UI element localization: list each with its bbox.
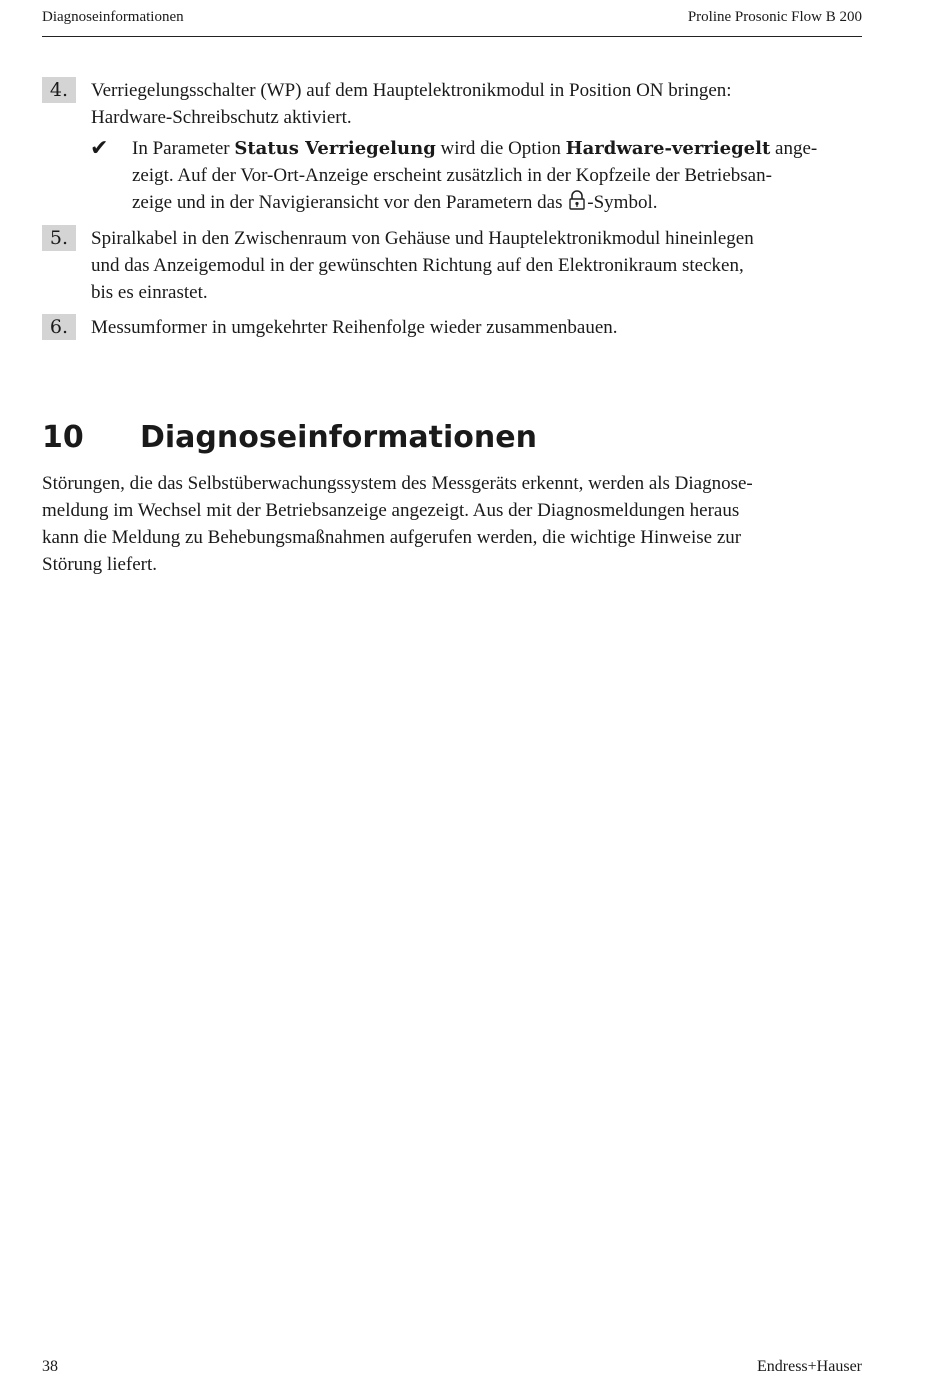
paragraph-line: Störungen, die das Selbstüberwachungssystem des Messgeräts erkennt, werden als Diagnose- <box>42 473 753 494</box>
paragraph-line: kann die Meldung zu Behebungsmaßnahmen aufgerufen werden, die wichtige Hinweise zur <box>42 527 742 548</box>
step-text-line: Verriegelungsschalter (WP) auf dem Hauptelektronikmodul in Position ON bringen: <box>91 80 732 101</box>
section-paragraph <box>42 470 857 578</box>
lock-icon <box>568 190 586 218</box>
paragraph-line: meldung im Wechsel mit der Betriebsanzeige angezeigt. Aus der Diagnosmeldungen heraus <box>42 500 740 521</box>
step-text <box>91 77 862 131</box>
step-text-line: Spiralkabel in den Zwischenraum von Gehäuse und Hauptelektronikmodul hineinlegen <box>91 228 754 249</box>
section-title: Diagnoseinformationen <box>140 420 537 455</box>
step-number: 4. <box>42 77 76 103</box>
section-number: 10 <box>42 420 84 455</box>
step-5 <box>42 225 862 306</box>
page-number: 38 <box>42 1358 58 1375</box>
step-4 <box>42 77 862 131</box>
step-number: 5. <box>42 225 76 251</box>
page-header <box>42 6 862 37</box>
section-heading <box>42 420 862 462</box>
page-footer <box>42 1358 862 1380</box>
result-text <box>132 135 860 218</box>
parameter-name: Status Verriegelung <box>234 138 436 159</box>
header-product-name: Proline Prosonic Flow B 200 <box>687 9 862 25</box>
step-6 <box>42 314 862 341</box>
result-line: zeigt. Auf der Vor-Ort-Anzeige erscheint zusätzlich in der Kopfzeile der Betriebsan- <box>132 165 772 186</box>
header-chapter-title: Diagnoseinformationen <box>42 9 184 25</box>
step-4-result <box>90 135 860 218</box>
result-line: zeige und in der Navigieransicht vor den Parametern das -Symbol. <box>132 189 860 218</box>
step-text-line: bis es einrastet. <box>91 282 208 303</box>
step-number: 6. <box>42 314 76 340</box>
option-name: Hardware-verriegelt <box>565 138 771 159</box>
step-text-line: und das Anzeigemodul in der gewünschten Richtung auf den Elektronikraum stecken, <box>91 255 744 276</box>
step-text <box>91 314 862 341</box>
paragraph-line: Störung liefert. <box>42 554 158 575</box>
result-line: In Parameter Status Verriegelung wird die Option Hardware-verriegelt ange- <box>132 138 818 159</box>
step-text-line: Hardware-Schreibschutz aktiviert. <box>91 107 352 128</box>
step-text <box>91 225 862 306</box>
checkmark-icon: ✔ <box>90 136 109 161</box>
step-text-line: Messumformer in umgekehrter Reihenfolge wieder zusammenbauen. <box>91 317 618 338</box>
brand-name: Endress+Hauser <box>757 1358 862 1375</box>
